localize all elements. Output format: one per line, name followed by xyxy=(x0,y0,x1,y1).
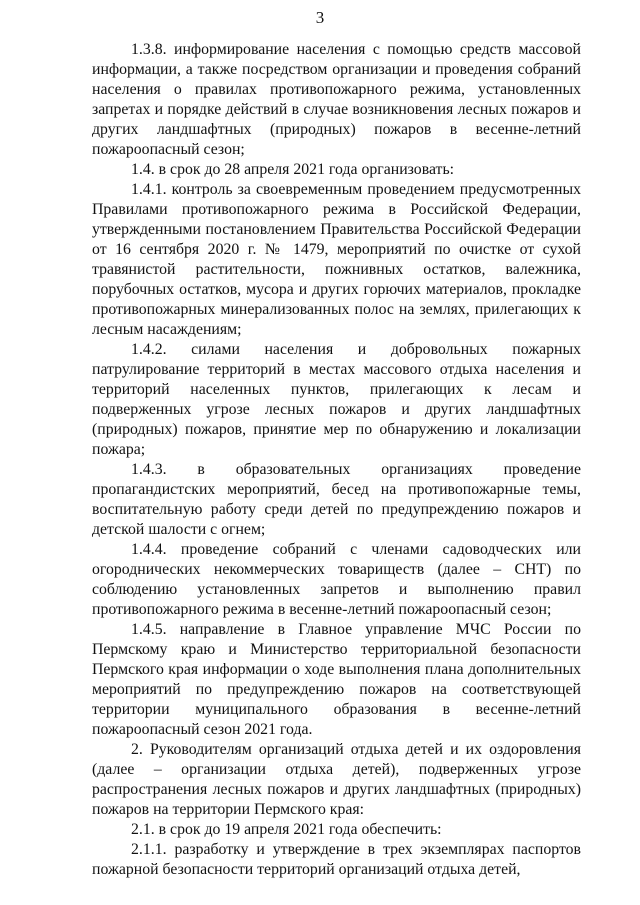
paragraph-2-1-1: 2.1.1. разработку и утверждение в трех экземплярах паспортов пожарной безопасности территорий организаций отдыха детей, xyxy=(92,841,581,878)
paragraph-1-3-8: 1.3.8. информирование населения с помощью средств массовой информации, а также посредством организации и проведения собраний населения о правилах противопожарного режима, установленных запретах и порядке действий в случае возникновения лесных пожаров и других ландшафтных (природных) пожаров в весенне-летний пожароопасный сезон; xyxy=(92,41,581,158)
paragraph-1-4-1: 1.4.1. контроль за своевременным проведением предусмотренных Правилами противопожарного режима в Российской Федерации, утвержденными постановлением Правительства Российской Федерации от 16 сентября 2020 г. № 1479, мероприятий по очистке от сухой травянистой растительности, пожнивных остатков, валежника, порубочных остатков, мусора и других горючих материалов, прокладке противопожарных минерализованных полос на землях, прилегающих к лесным насаждениям; xyxy=(92,181,581,338)
paragraph-1-4-2: 1.4.2. силами населения и добровольных пожарных патрулирование территорий в местах массового отдыха населения и территорий населенных пунктов, прилегающих к лесам и подверженных угрозе лесных пожаров и других ландшафтных (природных) пожаров, принятие мер по обнаружению и локализации пожара; xyxy=(92,341,581,458)
page-number: 3 xyxy=(315,8,325,27)
paragraph-2-1: 2.1. в срок до 19 апреля 2021 года обеспечить: xyxy=(131,821,442,838)
document-body xyxy=(92,40,581,880)
paragraph-1-4-4: 1.4.4. проведение собраний с членами садоводческих или огороднических некоммерческих товариществ (далее – СНТ) по соблюдению установленных запретов и выполнению правил противопожарного режима в весенне-летний пожароопасный сезон; xyxy=(92,541,581,618)
paragraph-1-4: 1.4. в срок до 28 апреля 2021 года организовать: xyxy=(131,161,455,178)
paragraph-1-4-5: 1.4.5. направление в Главное управление МЧС России по Пермскому краю и Министерство территориальной безопасности Пермского края информации о ходе выполнения плана дополнительных мероприятий по предупреждению пожаров на соответствующей территории муниципального образования в весенне-летний пожароопасный сезон 2021 года. xyxy=(92,621,581,738)
paragraph-1-4-3: 1.4.3. в образовательных организациях проведение пропагандистских мероприятий, бесед на противопожарные темы, воспитательную работу среди детей по предупреждению пожаров и детской шалости с огнем; xyxy=(92,461,581,538)
paragraph-2: 2. Руководителям организаций отдыха детей и их оздоровления (далее – организации отдыха детей), подверженных угрозе распространения лесных пожаров и других ландшафтных (природных) пожаров на территории Пермского края: xyxy=(92,741,581,818)
